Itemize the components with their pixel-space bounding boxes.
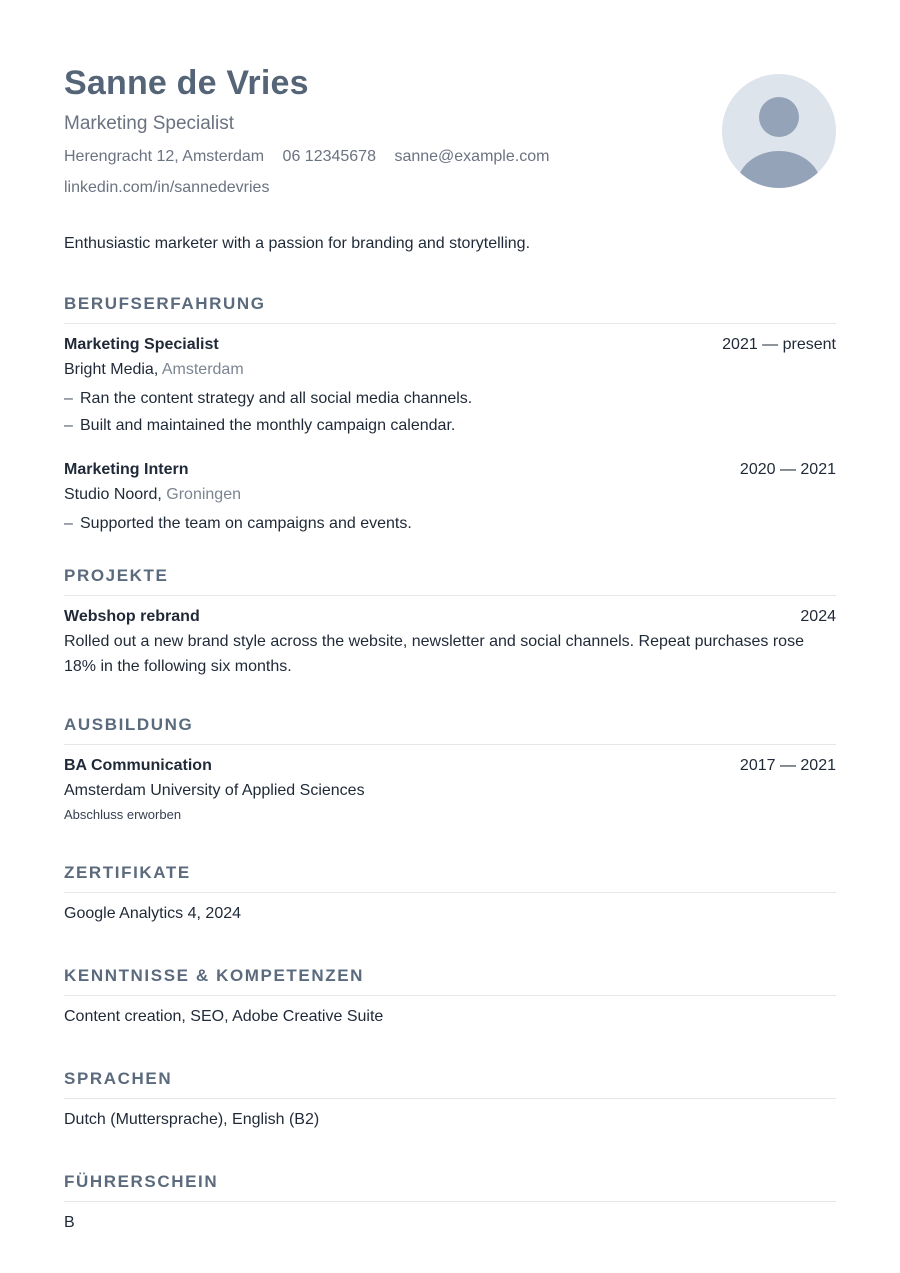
- section-title-projects: PROJEKTE: [64, 566, 836, 596]
- section-title-experience: BERUFSERFAHRUNG: [64, 294, 836, 324]
- experience-company-line: Bright Media, Amsterdam: [64, 361, 244, 378]
- experience-company: Bright Media: [64, 361, 154, 378]
- experience-company-line: Studio Noord, Groningen: [64, 486, 241, 503]
- section-education: [64, 715, 836, 823]
- experience-bullets: [64, 389, 836, 436]
- section-title-license: FÜHRERSCHEIN: [64, 1172, 836, 1202]
- bullet-text: Ran the content strategy and all social media channels.: [80, 390, 473, 407]
- resume-header: [64, 0, 836, 214]
- section-title-languages: SPRACHEN: [64, 1069, 836, 1099]
- experience-bullets: [64, 514, 836, 534]
- section-title-education: AUSBILDUNG: [64, 715, 836, 745]
- list-item: – Ran the content strategy and all social media channels.: [64, 390, 473, 407]
- contact-linkedin: linkedin.com/in/sannedevries: [64, 179, 270, 196]
- skills-text: Content creation, SEO, Adobe Creative Suite: [64, 1008, 384, 1025]
- education-entry: [64, 756, 836, 823]
- section-title-skills: KENNTNISSE & KOMPETENZEN: [64, 966, 836, 996]
- experience-date: 2021 — present: [722, 336, 836, 353]
- section-skills: [64, 966, 836, 1027]
- contact-info: [64, 147, 836, 167]
- bullet-text: Built and maintained the monthly campaign calendar.: [80, 417, 456, 434]
- contact-phone: 06 12345678: [282, 148, 376, 165]
- candidate-name: Sanne de Vries: [64, 64, 309, 102]
- section-projects: [64, 566, 836, 679]
- experience-location: Amsterdam: [161, 361, 244, 378]
- section-languages: [64, 1069, 836, 1130]
- list-item: – Built and maintained the monthly campaign calendar.: [64, 417, 456, 434]
- section-experience: [64, 294, 836, 534]
- experience-entry: [64, 335, 836, 436]
- section-title-certificates: ZERTIFIKATE: [64, 863, 836, 893]
- project-description: Rolled out a new brand style across the website, newsletter and social channels. Repeat purchases rose 18% in the following six months.: [64, 633, 804, 675]
- section-certificates: [64, 863, 836, 924]
- contact-email: sanne@example.com: [394, 148, 550, 165]
- project-date: 2024: [800, 608, 836, 625]
- user-avatar-icon: [722, 74, 836, 188]
- education-note: Abschluss erworben: [64, 807, 182, 822]
- contact-address: Herengracht 12, Amsterdam: [64, 148, 265, 165]
- license-text: B: [64, 1214, 75, 1231]
- education-date: 2017 — 2021: [739, 757, 836, 774]
- certificates-text: Google Analytics 4, 2024: [64, 905, 242, 922]
- education-school: Amsterdam University of Applied Sciences: [64, 782, 365, 799]
- experience-role: Marketing Intern: [64, 461, 189, 478]
- list-item: – Supported the team on campaigns and events.: [64, 515, 412, 532]
- education-degree: BA Communication: [64, 757, 212, 774]
- contact-linkedin-row: [64, 178, 836, 198]
- candidate-title: Marketing Specialist: [64, 113, 235, 134]
- experience-role: Marketing Specialist: [64, 336, 219, 353]
- avatar-silhouette: [722, 74, 836, 188]
- experience-location: Groningen: [166, 486, 241, 503]
- languages-text: Dutch (Muttersprache), English (B2): [64, 1111, 320, 1128]
- experience-entry: [64, 460, 836, 534]
- project-entry: [64, 607, 836, 679]
- profile-summary: Enthusiastic marketer with a passion for branding and storytelling.: [64, 235, 531, 252]
- experience-company: Studio Noord: [64, 486, 158, 503]
- project-name: Webshop rebrand: [64, 608, 200, 625]
- experience-date: 2020 — 2021: [739, 461, 836, 478]
- section-license: [64, 1172, 836, 1233]
- bullet-text: Supported the team on campaigns and events.: [80, 515, 412, 532]
